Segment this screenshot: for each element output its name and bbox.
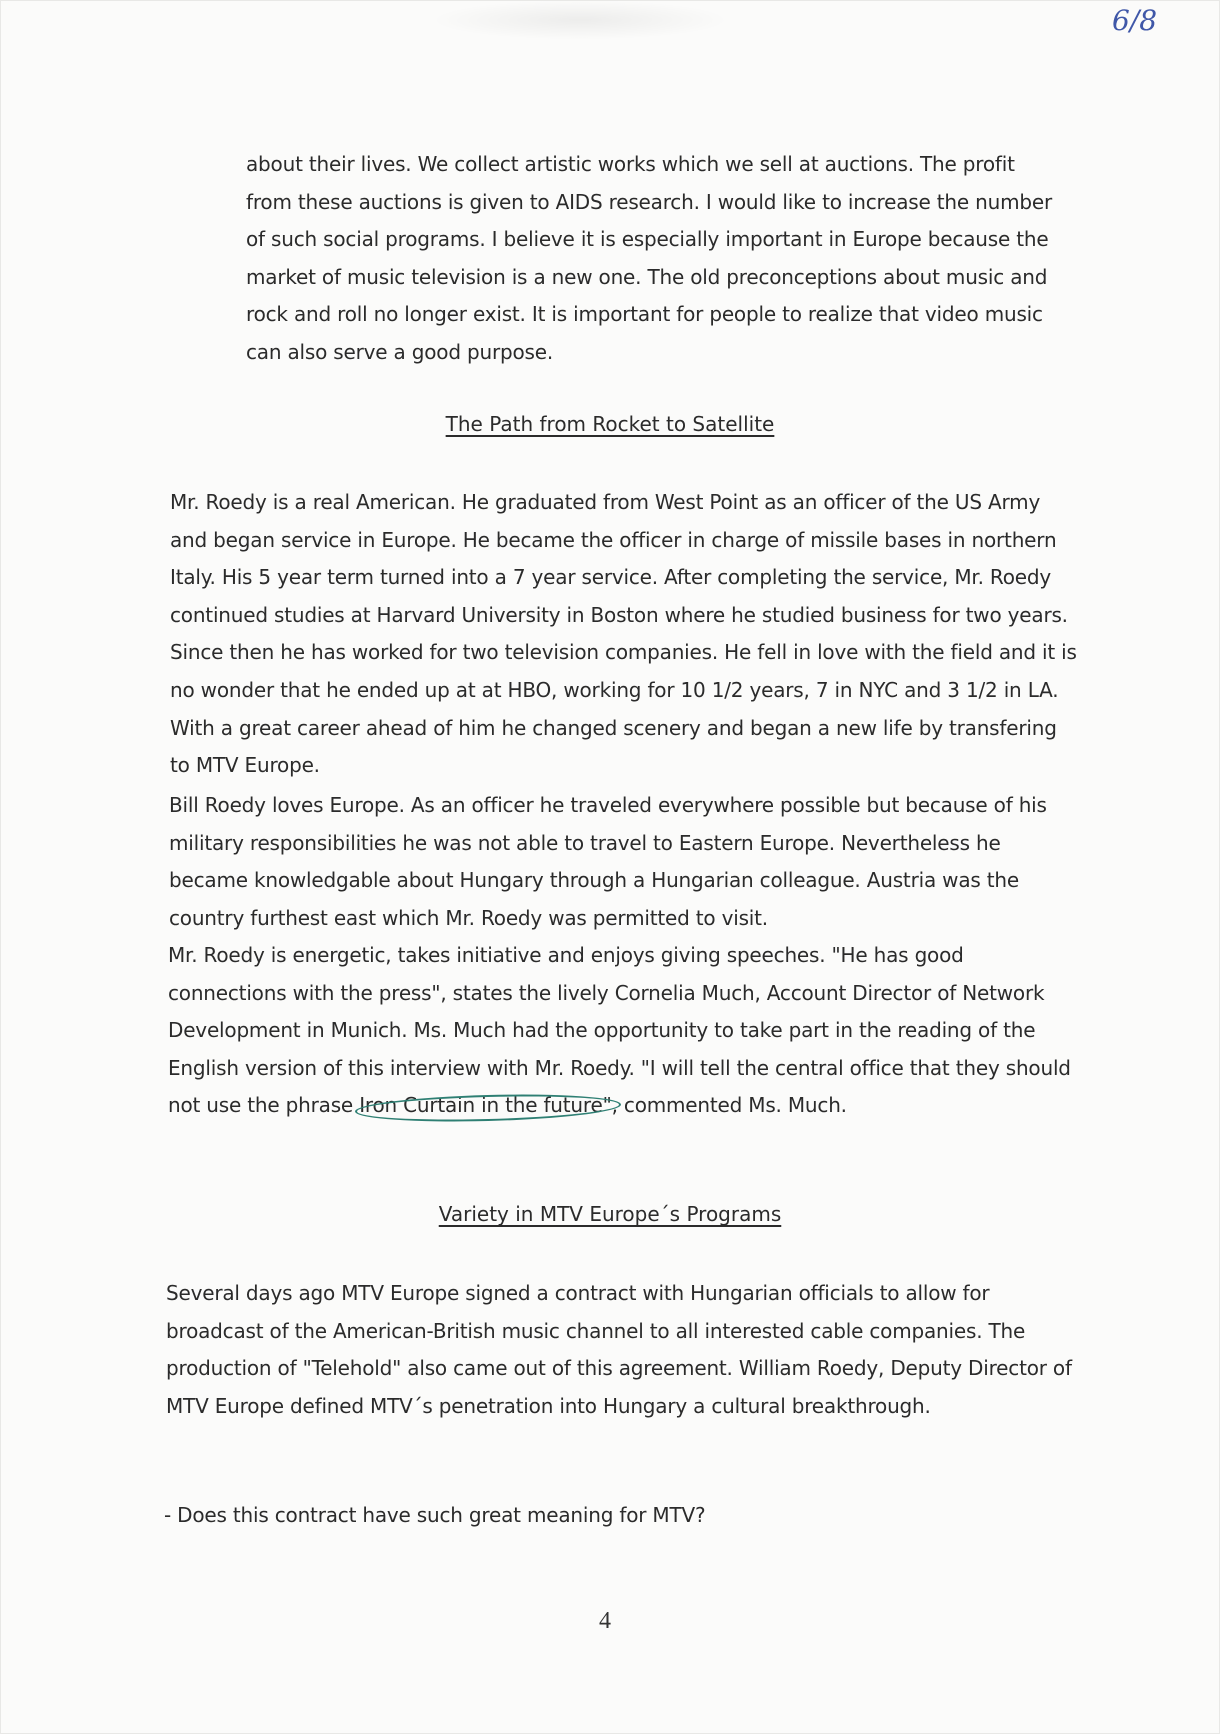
section-heading-variety: Variety in MTV Europe´s Programs (438, 1202, 782, 1226)
interview-question: - Does this contract have such great meaning for MTV? (164, 1503, 706, 1527)
scan-shadow (430, 0, 730, 40)
paragraph-auctions: about their lives. We collect artistic works which we sell at auctions. The profit from these auctions is given to AIDS research. I would like to increase the number of such social programs. I believe it is especially important in Europe because the market of music television is a new one. The old preconceptions about music and rock and roll no longer exist. It is important for people to realize that video music can also serve a good purpose. (246, 152, 1052, 364)
circled-phrase-annotation: Iron Curtain in the future" (359, 1093, 612, 1118)
section-heading-path: The Path from Rocket to Satellite (445, 412, 775, 436)
paragraph-europe: Bill Roedy loves Europe. As an officer he traveled everywhere possible but because of his military responsibilities he was not able to travel to Eastern Europe. Nevertheless he became knowledgable about Hungary through a Hungarian colleague. Austria was the country furthest east which Mr. Roedy was permitted to visit. (169, 793, 1047, 930)
page-number: 4 (599, 1608, 611, 1634)
handwritten-page-note: 6/8 (1112, 4, 1158, 37)
paragraph-energetic (168, 937, 1083, 1125)
paragraph-biography: Mr. Roedy is a real American. He graduated from West Point as an officer of the US Army and began service in Europe. He became the officer in charge of missile bases in northern Italy. His 5 year term turned into a 7 year service. After completing the service, Mr. Roedy continued studies at Harvard University in Boston where he studied business for two years. Since then he has worked for two television companies. He fell in love with the field and it is no wonder that he ended up at at HBO, working for 10 1/2 years, 7 in NYC and 3 1/2 in LA. With a great career ahead of him he changed scenery and began a new life by transfering to MTV Europe. (170, 490, 1077, 778)
paragraph-contract: Several days ago MTV Europe signed a contract with Hungarian officials to allow for broadcast of the American-British music channel to all interested cable companies. The production of "Telehold" also came out of this agreement. William Roedy, Deputy Director of MTV Europe defined MTV´s penetration into Hungary a cultural breakthrough. (166, 1281, 1072, 1418)
paragraph-energetic-end: , commented Ms. Much. (611, 1093, 847, 1118)
paragraph-energetic-start: Mr. Roedy is energetic, takes initiative and enjoys giving speeches. "He has good connections with the press", states the lively Cornelia Much, Account Director of Network Development in Munich. Ms. Much had the opportunity to take part in the reading of the English version of this interview with Mr. Roedy. "I will tell the central office that they should not use the phrase (168, 943, 1071, 1118)
